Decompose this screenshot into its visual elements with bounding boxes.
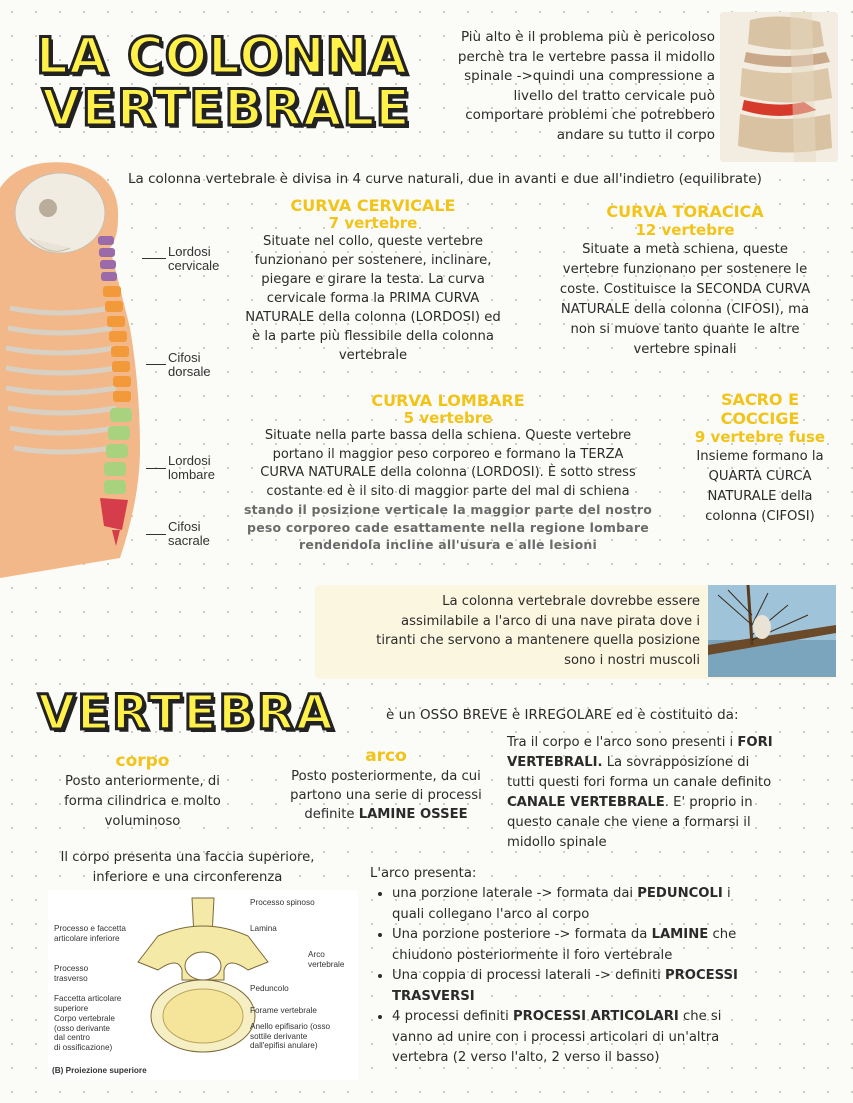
- title-line-2: VERTEBRALE: [42, 79, 411, 137]
- lombare-note: stando il posizione verticale la maggior parte del nostro peso corporeo cade esattamente nella regione lombare rendendola incline all'usura e alle lesioni: [244, 502, 652, 552]
- section-curva-cervicale: CURVA CERVICALE 7 vertebre Situate nel collo, queste vertebre funzionano per sostenere, inclinare, piegare e girare la testa. La curva cervicale forma la PRIMA CURVA NATURALE della colonna (LORDOSI) ed è la parte più flessibile della colonna vertebrale: [228, 197, 518, 365]
- label-lordosi-cervicale: Lordosi cervicale: [168, 244, 220, 273]
- curva-cervicale-count: 7 vertebre: [328, 214, 418, 232]
- label-cifosi-dorsale: Cifosi dorsale: [168, 350, 211, 379]
- spine-illustration: [0, 158, 160, 578]
- list-item: • Una porzione posteriore -> formata da LAMINE che chiudono posteriormente il foro vertebrale: [392, 925, 838, 966]
- vertebra-diagram: Processo e faccetta articolare inferiore Processo trasverso Faccetta articolare superiore Corpo vertebrale (osso derivante dal centro di ossificazione) Processo spinoso Lamina Arco vertebrale Peduncolo Forame vertebrale Anello epifisario (osso sottile derivante dall'epifisi anulare) (B) Proiezione superiore: [48, 890, 358, 1080]
- section-sacro-coccige: SACRO E COCCIGE 9 vertebre fuse Insieme formano la QUARTA CURCA NATURALE della colonna (CIFOSI): [680, 390, 840, 527]
- pointer-line: [146, 468, 166, 469]
- section-corpo: corpo Posto anteriormente, di forma cilindrica e molto voluminoso: [40, 750, 245, 832]
- section-curva-toracica: CURVA TORACICA 12 vertebre Situate a metà schiena, queste vertebre funzionano per sostenere le coste. Costituisce la SECONDA CURVA NATURALE della colonna (CIFOSI), ma non si muove tanto quante le altre vertebre spinali: [540, 203, 830, 360]
- pointer-line: [142, 258, 166, 259]
- vertebra-intro: è un OSSO BREVE è IRREGOLARE ed è costituito da:: [386, 707, 739, 723]
- curva-toracica-count: 12 vertebre: [635, 221, 735, 239]
- curves-summary: La colonna vertebrale è divisa in 4 curve naturali, due in avanti e due all'indietro (equilibrate): [128, 171, 762, 187]
- vertebra-title: VERTEBRA: [38, 685, 335, 741]
- section-curva-lombare: CURVA LOMBARE 5 vertebre Situate nella parte bassa della schiena. Queste vertebre portano il maggior peso corporeo e formano la TERZA CURVA NATURALE della colonna (LORDOSI). È sotto stress costante ed è il sito di maggior parte del mal di schiena stando il posizione verticale la maggior parte del nostro peso corporeo cade esattamente nella regione lombare rendendola incline all'usura e alle lesioni: [228, 392, 668, 554]
- label-lordosi-lombare: Lordosi lombare: [168, 453, 215, 482]
- section-fori: Tra il corpo e l'arco sono presenti i FORI VERTEBRALI. La sovrapposizione di tutti questi fori forma un canale definito CANALE VERTEBRALE. E' proprio in questo canale che viene a formarsi il midollo spinale: [507, 735, 773, 850]
- spine-disc-photo: [720, 12, 838, 162]
- intro-note: Più alto è il problema più è pericoloso perchè tra le vertebre passa il midollo spinale ->quindi una compressione a livello del tratto cervicale può comportare problemi che potrebbero andare su tutto il corpo: [457, 29, 715, 143]
- section-arco: arco Posto posteriormente, da cui partono una serie di processi definite LAMINE OSSEE: [270, 745, 502, 824]
- corpo-title: corpo: [115, 751, 170, 771]
- arco-title: arco: [365, 746, 407, 766]
- list-item: • Una coppia di processi laterali -> definiti PROCESSI TRASVERSI: [392, 966, 838, 1007]
- curva-lombare-count: 5 vertebre: [403, 409, 493, 427]
- arco-presenta-label: L'arco presenta:: [370, 866, 477, 881]
- ship-note: La colonna vertebrale dovrebbe essere assimilabile a l'arco di una nave pirata dove i tiranti che servono a mantenere quella posizione sono i nostri muscoli: [376, 594, 700, 668]
- curva-lombare-title: CURVA LOMBARE: [371, 391, 525, 410]
- arco-bullets: [372, 884, 838, 1069]
- ship-photo: [708, 585, 836, 677]
- pointer-line: [146, 534, 166, 535]
- list-item: • 4 processi definiti PROCESSI ARTICOLARI che si vanno ad unire con i processi articolari di un'altra vertebra (2 verso l'alto, 2 verso il basso): [392, 1007, 838, 1069]
- diagram-caption: (B) Proiezione superiore: [52, 1066, 147, 1075]
- pointer-line: [146, 364, 166, 365]
- label-cifosi-sacrale: Cifosi sacrale: [168, 519, 210, 548]
- list-item: • una porzione laterale -> formata dai PEDUNCOLI i quali collegano l'arco al corpo: [392, 884, 838, 925]
- body-faces-note: Il corpo presenta una faccia superiore, inferiore e una circonferenza: [60, 850, 315, 885]
- title-line-1: LA COLONNA: [36, 27, 409, 85]
- sacro-count: 9 vertebre fuse: [694, 428, 826, 446]
- curva-cervicale-title: CURVA CERVICALE: [290, 196, 456, 215]
- curva-toracica-title: CURVA TORACICA: [606, 202, 764, 221]
- page-title: [36, 27, 411, 137]
